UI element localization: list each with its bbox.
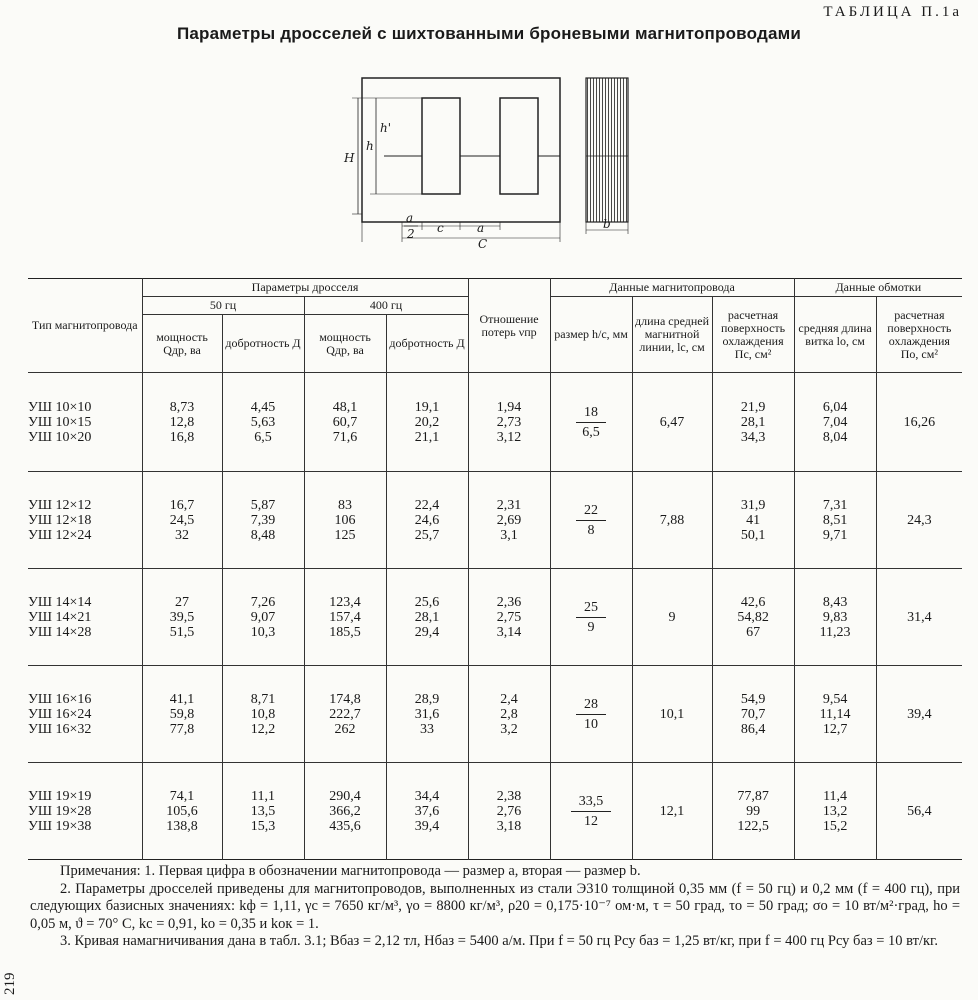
value-d400: 25,6 28,1 29,4 — [414, 594, 440, 640]
core-window-right — [500, 98, 538, 194]
value-ratio: 2,31 2,69 3,1 — [496, 497, 522, 543]
value-d400: 28,9 31,6 33 — [414, 691, 440, 737]
cell-types — [28, 472, 142, 569]
cell-types — [28, 763, 142, 860]
value-ratio: 2,36 2,75 3,14 — [496, 594, 522, 640]
table-label: ТАБЛИЦА П.1а — [823, 4, 962, 20]
cell-pc — [712, 569, 794, 666]
cell-types — [28, 373, 142, 472]
cell-q400 — [304, 569, 386, 666]
cell-pc — [712, 373, 794, 472]
cell-d50 — [222, 569, 304, 666]
value-lo: 9,54 11,14 12,7 — [819, 691, 851, 737]
size-h: 25 — [576, 600, 606, 618]
cell-lo — [794, 569, 876, 666]
value-po: 24,3 — [907, 512, 932, 528]
value-pc: 21,9 28,1 34,3 — [740, 399, 766, 445]
cell-d400 — [386, 569, 468, 666]
size-fraction — [576, 503, 606, 538]
value-d50: 5,87 7,39 8,48 — [250, 497, 276, 543]
header-choke-params: Параметры дросселя — [142, 279, 468, 297]
value-lc: 12,1 — [659, 803, 685, 819]
size-c: 9 — [587, 619, 595, 635]
header-winding-data: Данные обмотки — [794, 279, 962, 297]
notes — [30, 863, 960, 951]
parameters-table — [28, 278, 962, 860]
cell-ratio — [468, 666, 550, 763]
cell-d400 — [386, 373, 468, 472]
value-po: 31,4 — [907, 609, 932, 625]
size-c: 6,5 — [582, 424, 600, 440]
size-h: 28 — [576, 697, 606, 715]
dim-H-label: H — [344, 151, 355, 165]
cell-d400 — [386, 472, 468, 569]
size-fraction — [576, 600, 606, 635]
dim-a-half-den: 2 — [407, 227, 415, 241]
value-d400: 22,4 24,6 25,7 — [414, 497, 440, 543]
header-cooling-winding: расчетная поверхность охлаждения По, см² — [876, 297, 962, 373]
cell-lc — [632, 373, 712, 472]
cell-po — [876, 763, 962, 860]
size-c: 10 — [584, 716, 599, 732]
header-cooling-core: расчетная поверхность охлаждения Пс, см² — [712, 297, 794, 373]
value-lo: 8,43 9,83 11,23 — [819, 594, 851, 640]
value-q50: 16,7 24,5 32 — [169, 497, 195, 543]
value-types: УШ 16×16 УШ 16×24 УШ 16×32 — [28, 691, 92, 737]
value-lc: 9 — [668, 609, 676, 625]
value-d50: 4,45 5,63 6,5 — [250, 399, 276, 445]
dim-b-label: b — [603, 217, 611, 231]
cell-po — [876, 666, 962, 763]
table-row — [28, 666, 962, 763]
value-q400: 290,4 366,2 435,6 — [329, 788, 361, 834]
size-h: 33,5 — [571, 794, 612, 812]
header-f400: 400 гц — [304, 297, 468, 315]
note-3: 3. Кривая намагничивания дана в табл. 3.1; Bбаз = 2,12 тл, Hбаз = 5400 а/м. При f = 50 гц Pсу баз = 1,25 вт/кг, при f = 400 гц Pсу баз = 10 вт/кг. — [60, 933, 938, 949]
header-mean-turn: средняя длина витка lо, см — [794, 297, 876, 373]
note-1: Примечания: 1. Первая цифра в обозначении магнитопровода — размер a, вторая — размер b. — [60, 863, 641, 879]
value-q400: 123,4 157,4 185,5 — [329, 594, 361, 640]
header-quality-50: добротность Д — [222, 315, 304, 373]
value-types: УШ 12×12 УШ 12×18 УШ 12×24 — [28, 497, 92, 543]
table-row — [28, 373, 962, 472]
cell-q50 — [142, 472, 222, 569]
cell-ratio — [468, 569, 550, 666]
value-types: УШ 10×10 УШ 10×15 УШ 10×20 — [28, 399, 92, 445]
cell-lc — [632, 763, 712, 860]
cell-lo — [794, 666, 876, 763]
cell-pc — [712, 666, 794, 763]
value-d50: 11,1 13,5 15,3 — [250, 788, 276, 834]
value-lo: 6,04 7,04 8,04 — [822, 399, 848, 445]
cell-q50 — [142, 373, 222, 472]
size-fraction — [571, 794, 612, 829]
header-mean-length: длина средней магнитной линии, lс, см — [632, 297, 712, 373]
size-h: 22 — [576, 503, 606, 521]
value-lo: 7,31 8,51 9,71 — [822, 497, 848, 543]
value-q400: 83 106 125 — [334, 497, 356, 543]
value-ratio: 1,94 2,73 3,12 — [496, 399, 522, 445]
cell-pc — [712, 472, 794, 569]
core-side-view — [586, 78, 628, 222]
value-lo: 11,4 13,2 15,2 — [822, 788, 848, 834]
value-q400: 48,1 60,7 71,6 — [332, 399, 358, 445]
value-d50: 7,26 9,07 10,3 — [250, 594, 276, 640]
value-pc: 54,9 70,7 86,4 — [740, 691, 766, 737]
cell-size — [550, 569, 632, 666]
size-fraction — [576, 697, 606, 732]
note-2: 2. Параметры дросселей приведены для магнитопроводов, выполненных из стали Э310 толщиной 0,35 мм (f = 50 гц) и 0,2 мм (f = 400 гц), при следующих базисных значениях: kф = 1,11, γс = 7650 кг/м³, γо = 8800 кг/м³, ρ20 = 0,175·10⁻⁷ ом·м, τ = 50 град, τо = 50 град; σо = 10 вт/м²·град, hо = 0,05 м, ϑ = 70° C, kс = 0,91, kо = 0,35 и kок = 1. — [30, 880, 960, 932]
cell-d400 — [386, 666, 468, 763]
value-types: УШ 14×14 УШ 14×21 УШ 14×28 — [28, 594, 92, 640]
table-row — [28, 763, 962, 860]
table-row — [28, 472, 962, 569]
dim-h-label: h — [366, 139, 374, 153]
value-pc: 31,9 41 50,1 — [740, 497, 766, 543]
size-c: 12 — [584, 813, 599, 829]
cell-lc — [632, 666, 712, 763]
cell-q50 — [142, 569, 222, 666]
cell-size — [550, 763, 632, 860]
header-f50: 50 гц — [142, 297, 304, 315]
dim-a-label: a — [477, 221, 485, 235]
size-h: 18 — [576, 405, 606, 423]
cell-types — [28, 666, 142, 763]
table-body — [28, 373, 962, 860]
cell-ratio — [468, 763, 550, 860]
cell-q400 — [304, 373, 386, 472]
value-lc: 10,1 — [659, 706, 685, 722]
value-po: 56,4 — [907, 803, 932, 819]
cell-d400 — [386, 763, 468, 860]
cell-q50 — [142, 763, 222, 860]
cell-lo — [794, 472, 876, 569]
header-quality-400: добротность Д — [386, 315, 468, 373]
cell-size — [550, 373, 632, 472]
dim-c-label: c — [437, 221, 444, 235]
cell-ratio — [468, 472, 550, 569]
value-ratio: 2,4 2,8 3,2 — [500, 691, 518, 737]
cell-d50 — [222, 666, 304, 763]
size-fraction — [576, 405, 606, 440]
cell-po — [876, 569, 962, 666]
header-loss-ratio: Отношение потерь νпр — [468, 279, 550, 373]
value-q50: 27 39,5 51,5 — [169, 594, 195, 640]
header-power-400: мощность Qдр, ва — [304, 315, 386, 373]
cell-d50 — [222, 472, 304, 569]
header-power-50: мощность Qдр, ва — [142, 315, 222, 373]
header-type: Тип магнитопровода — [28, 279, 142, 373]
size-c: 8 — [587, 522, 595, 538]
cell-size — [550, 472, 632, 569]
value-d400: 19,1 20,2 21,1 — [414, 399, 440, 445]
cell-po — [876, 472, 962, 569]
cell-po — [876, 373, 962, 472]
value-d50: 8,71 10,8 12,2 — [250, 691, 276, 737]
value-po: 16,26 — [903, 414, 936, 430]
dim-C-label: C — [478, 237, 488, 251]
header-size: размер h/c, мм — [550, 297, 632, 373]
cell-q400 — [304, 763, 386, 860]
page-number: 219 — [2, 972, 18, 995]
value-q50: 74,1 105,6 138,8 — [166, 788, 198, 834]
cell-q400 — [304, 666, 386, 763]
cell-size — [550, 666, 632, 763]
value-pc: 42,6 54,82 67 — [737, 594, 769, 640]
value-lc: 6,47 — [659, 414, 685, 430]
value-types: УШ 19×19 УШ 19×28 УШ 19×38 — [28, 788, 92, 834]
page-title: Параметры дросселей с шихтованными броневыми магнитопроводами — [176, 24, 802, 43]
header-core-data: Данные магнитопровода — [550, 279, 794, 297]
cell-types — [28, 569, 142, 666]
value-pc: 77,87 99 122,5 — [737, 788, 769, 834]
value-q50: 41,1 59,8 77,8 — [169, 691, 195, 737]
dim-h-prime-label: h' — [380, 121, 392, 135]
value-d400: 34,4 37,6 39,4 — [414, 788, 440, 834]
core-window-left — [422, 98, 460, 194]
cell-pc — [712, 763, 794, 860]
cell-d50 — [222, 763, 304, 860]
value-po: 39,4 — [907, 706, 932, 722]
cell-lo — [794, 373, 876, 472]
table-row — [28, 569, 962, 666]
cell-lc — [632, 569, 712, 666]
value-q400: 174,8 222,7 262 — [329, 691, 361, 737]
core-outline — [362, 78, 560, 222]
value-q50: 8,73 12,8 16,8 — [169, 399, 195, 445]
cell-q400 — [304, 472, 386, 569]
cell-ratio — [468, 373, 550, 472]
core-drawing — [340, 60, 640, 260]
value-ratio: 2,38 2,76 3,18 — [496, 788, 522, 834]
cell-d50 — [222, 373, 304, 472]
dim-a-half-num: a — [406, 211, 414, 225]
cell-lo — [794, 763, 876, 860]
value-lc: 7,88 — [659, 512, 685, 528]
cell-q50 — [142, 666, 222, 763]
cell-lc — [632, 472, 712, 569]
